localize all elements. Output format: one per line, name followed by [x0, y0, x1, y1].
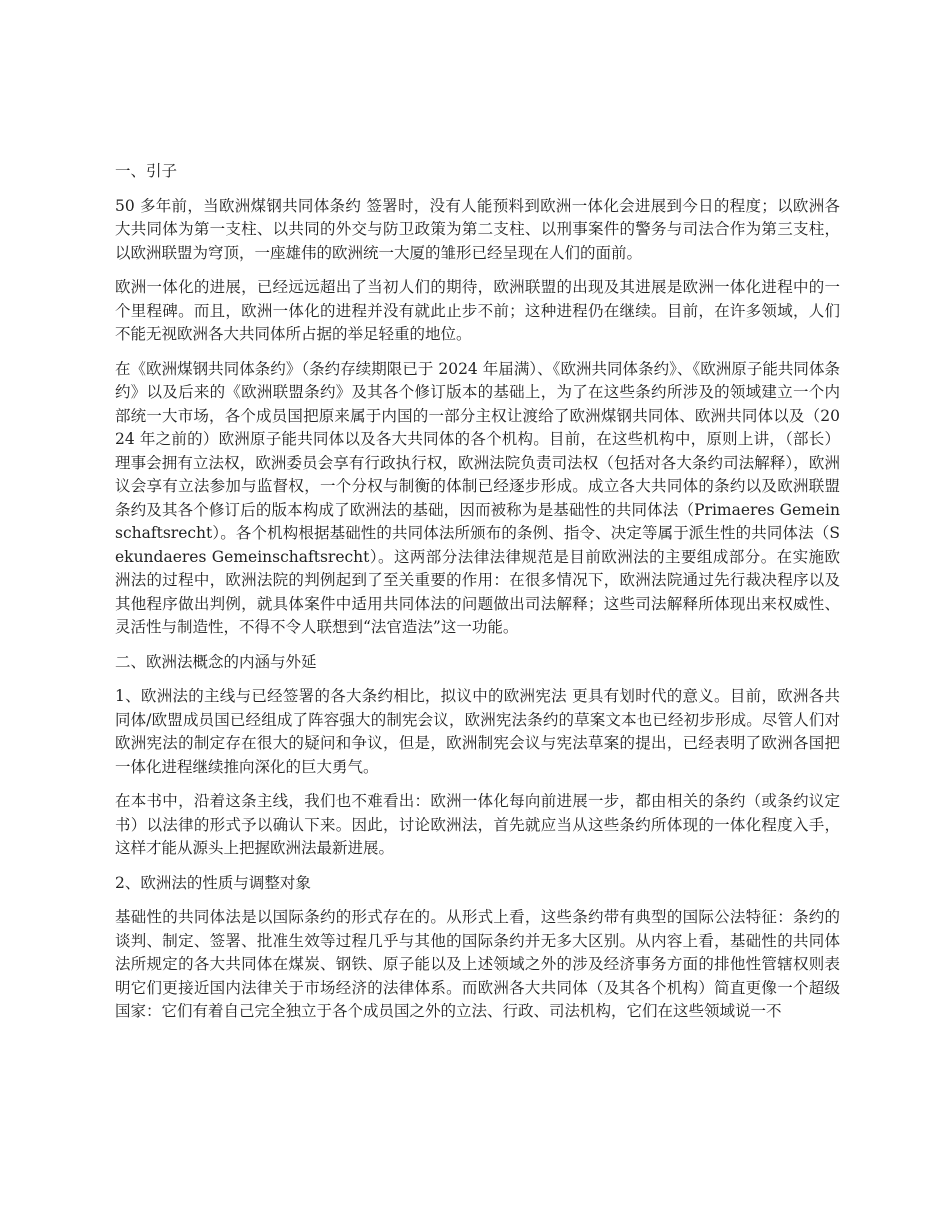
- document-body: [115, 160, 840, 1035]
- section-heading-concept: 二、欧洲法概念的内涵与外延: [115, 652, 317, 671]
- paragraph-history: 50 多年前，当欧洲煤钢共同体条约 签署时，没有人能预料到欧洲一体化会进展到今日的程度；以欧洲各大共同体为第一支柱、以共同的外交与防卫政策为第二支柱、以刑事案件的警务与司法合作为第三支柱，以欧洲联盟为穹顶，一座雄伟的欧洲统一大厦的雏形已经呈现在人们的面前。: [115, 196, 840, 262]
- paragraph-integration-progress: 欧洲一体化的进展，已经远远超出了当初人们的期待，欧洲联盟的出现及其进展是欧洲一体化进程中的一个里程碑。而且，欧洲一体化的进程并没有就此止步不前；这种进程仍在继续。目前，在许多领域，人们不能无视欧洲各大共同体所占据的举足轻重的地位。: [115, 278, 840, 343]
- paragraph-nature: 基础性的共同体法是以国际条约的形式存在的。从形式上看，这些条约带有典型的国际公法特征：条约的谈判、制定、签署、批准生效等过程几乎与其他的国际条约并无多大区别。从内容上看，基础性的共同体法所规定的各大共同体在煤炭、钢铁、原子能以及上述领域之外的涉及经济事务方面的排他性管辖权则表明它们更接近国内法律关于市场经济的法律体系。而欧洲各大共同体（及其各个机构）简直更像一个超级国家：它们有着自己完全独立于各个成员国之外的立法、行政、司法机构，它们在这些领域说一不: [115, 908, 840, 1020]
- subsection-heading-nature: 2、欧洲法的性质与调整对象: [115, 873, 311, 892]
- paragraph-book-approach: 在本书中，沿着这条主线，我们也不难看出：欧洲一体化每向前进展一步，都由相关的条约（或条约议定书）以法律的形式予以确认下来。因此，讨论欧洲法，首先就应当从这些条约所体现的一体化程度入手，这样才能从源头上把握欧洲法最新进展。: [115, 792, 840, 857]
- paragraph-treaties-institutions: 在《欧洲煤钢共同体条约》（条约存续期限已于 2024 年届满）、《欧洲共同体条约》、《欧洲原子能共同体条约》以及后来的《欧洲联盟条约》及其各个修订版本的基础上，为了在这些条约所涉及的领域建立一个内部统一大市场，各个成员国把原来属于内国的一部分主权让渡给了欧洲煤钢共同体、欧洲共同体以及（2024 年之前的）欧洲原子能共同体以及各大共同体的各个机构。目前，在这些机构中，原则上讲，（部长）理事会拥有立法权，欧洲委员会享有行政执行权，欧洲法院负责司法权（包括对各大条约司法解释），欧洲议会享有立法参加与监督权，一个分权与制衡的体制已经逐步形成。成立各大共同体的条约以及欧洲联盟条约及其各个修订后的版本构成了欧洲法的基础，因而被称为是基础性的共同体法（Primaeres Gemeinschaftsrecht）。各个机构根据基础性的共同体法所颁布的条例、指令、决定等属于派生性的共同体法（Sekundaeres Gemeinschaftsrecht）。这两部分法律法律规范是目前欧洲法的主要组成部分。在实施欧洲法的过程中，欧洲法院的判例起到了至关重要的作用：在很多情况下，欧洲法院通过先行裁决程序以及其他程序做出判例，就具体案件中适用共同体法的问题做出司法解释；这些司法解释所体现出来权威性、灵活性与制造性，不得不令人联想到“法官造法”这一功能。: [115, 359, 840, 636]
- section-heading-intro: 一、引子: [115, 162, 178, 180]
- paragraph-main-line: 1、欧洲法的主线与已经签署的各大条约相比，拟议中的欧洲宪法 更具有划时代的意义。目前，欧洲各共同体/欧盟成员国已经组成了阵容强大的制宪会议，欧洲宪法条约的草案文本也已经初步形成。尽管人们对欧洲宪法的制定存在很大的疑问和争议，但是，欧洲制宪会议与宪法草案的提出，已经表明了欧洲各国把一体化进程继续推向深化的巨大勇气。: [115, 687, 840, 776]
